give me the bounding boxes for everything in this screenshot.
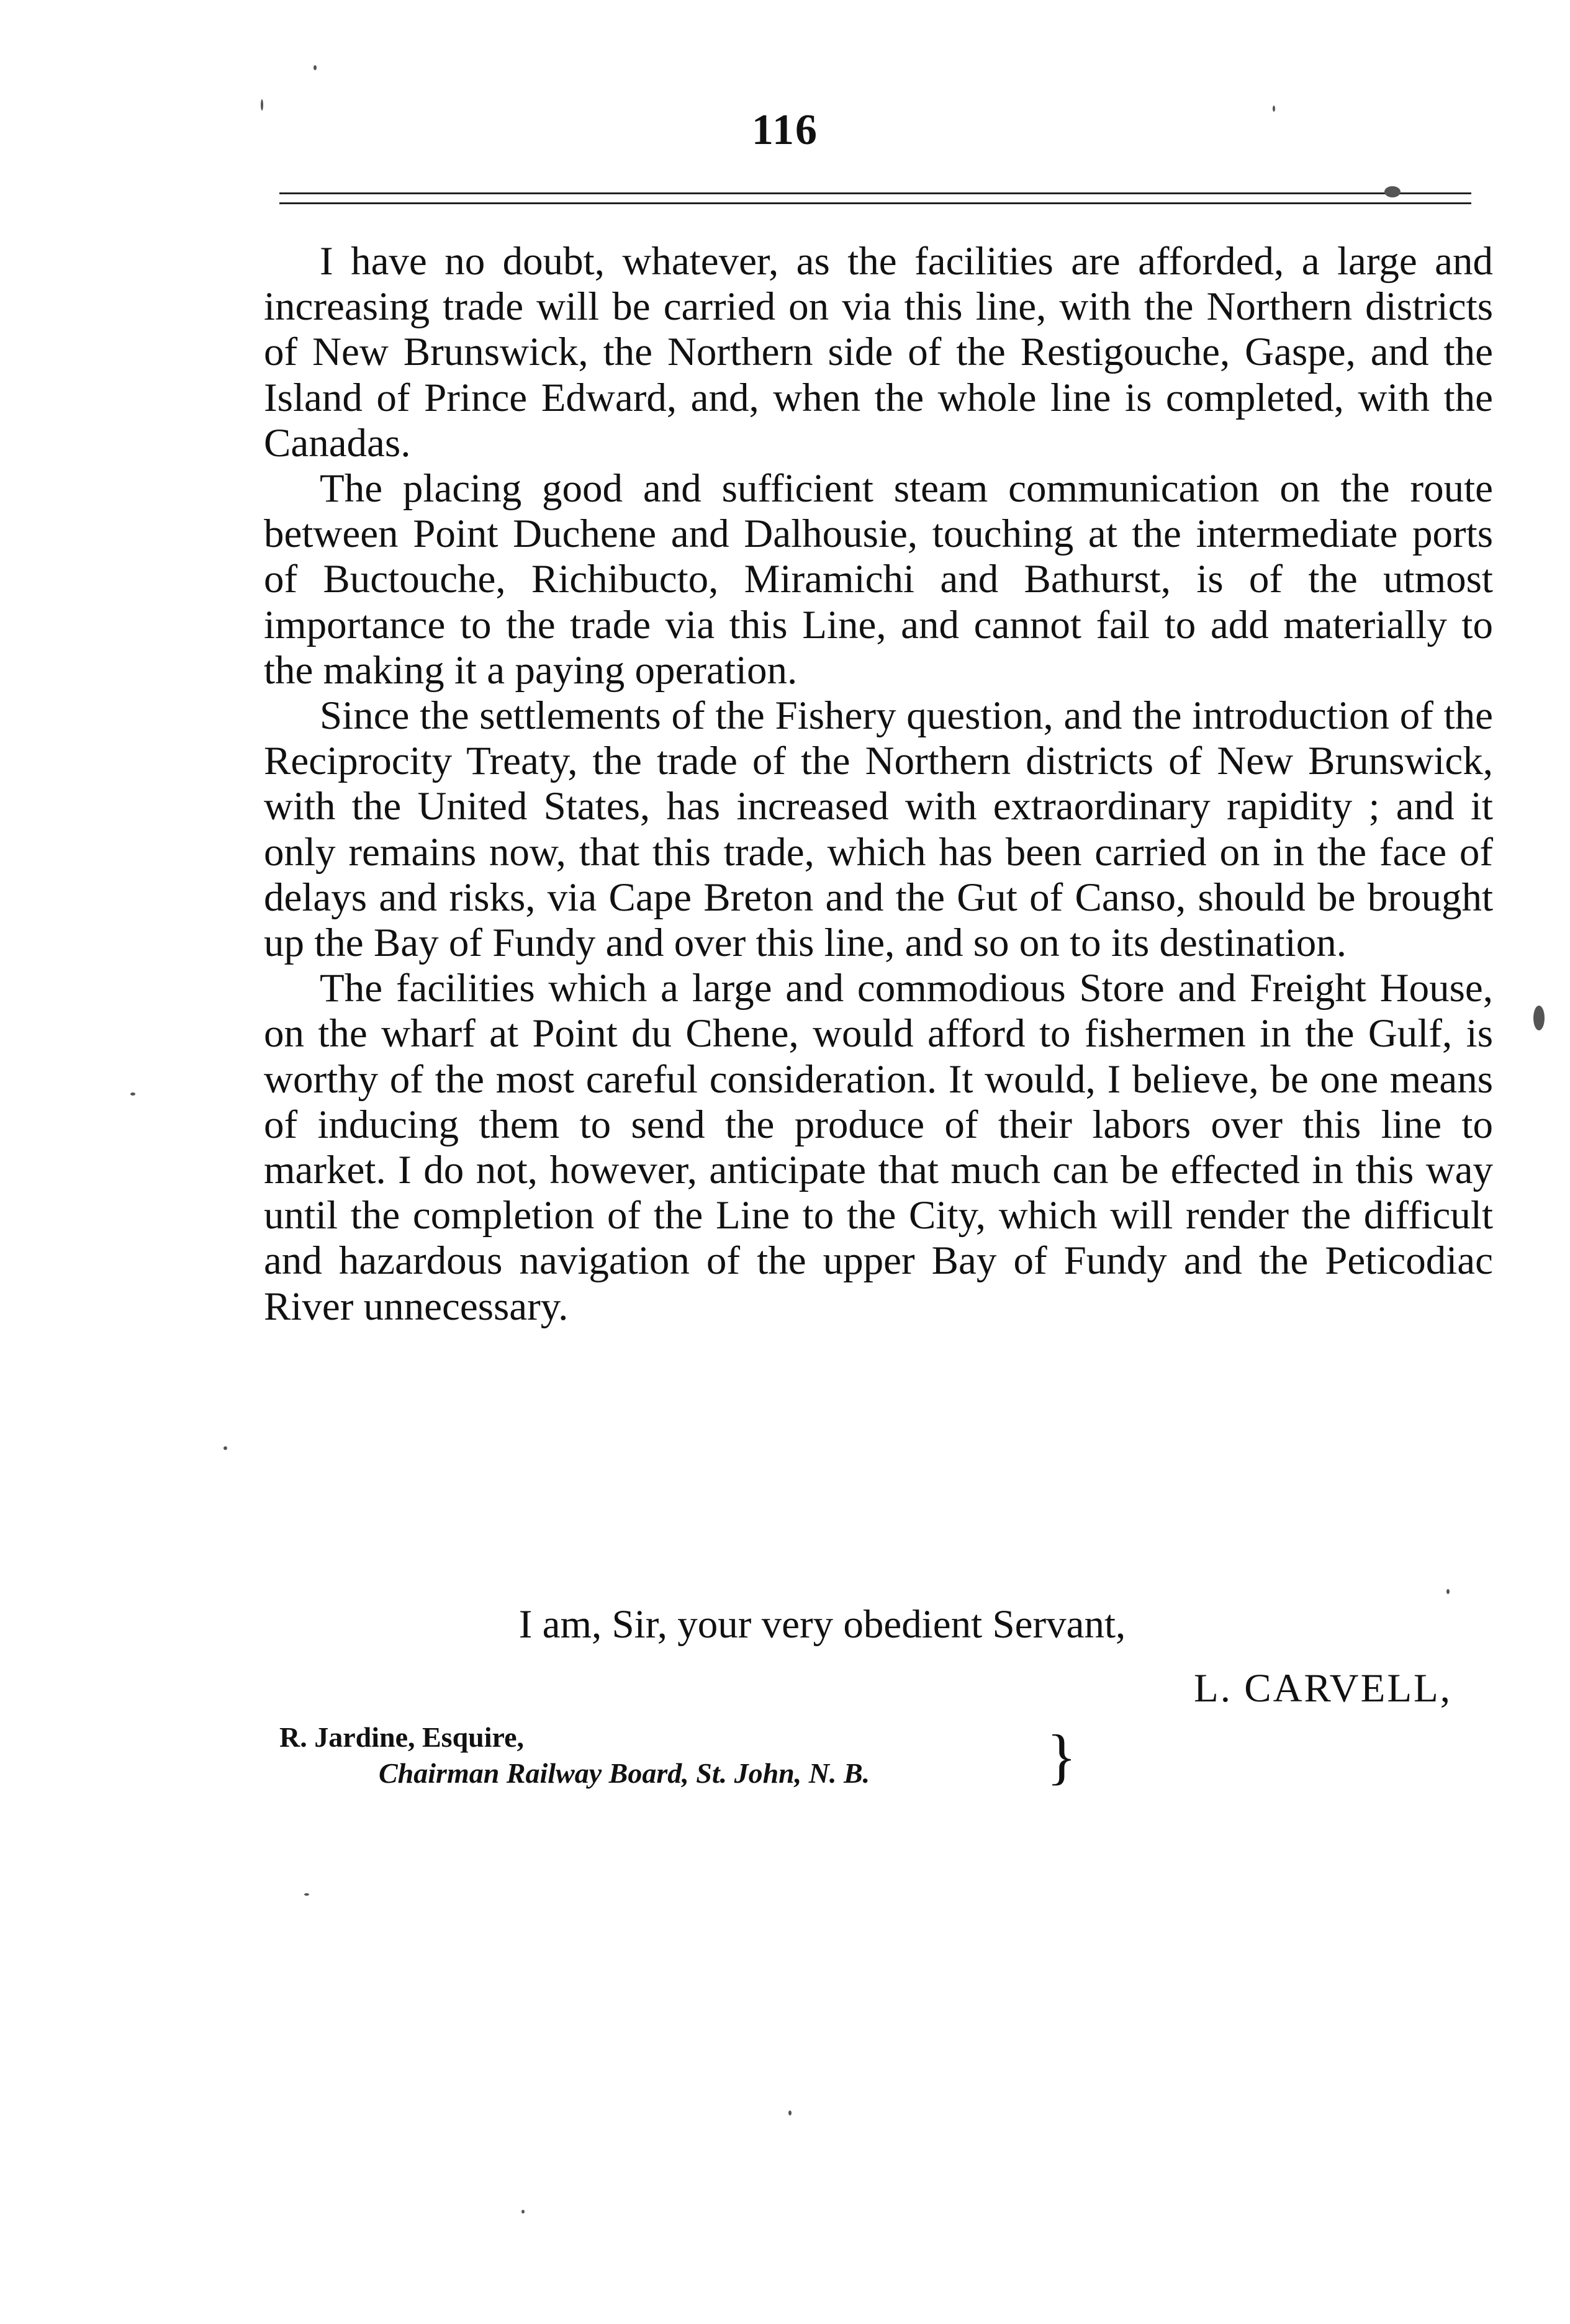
addressee-name: R. Jardine, Esquire, [279, 1721, 525, 1753]
scan-speck [1446, 1589, 1450, 1594]
closing-line: I am, Sir, your very obedient Servant, [518, 1602, 1126, 1647]
scan-speck [261, 99, 263, 110]
header-rule-top [279, 192, 1471, 194]
signature: L. CARVELL, [1194, 1666, 1452, 1711]
addressee-block [279, 1719, 870, 1791]
scan-speck [521, 2210, 525, 2214]
paragraph-1: I have no doubt, whatever, as the facilities are afforded, a large and increasing trade will be carried on via this line, with the Northern districts of New Brunswick, the Northern side of the Restigouche, Gaspe, and the Island of Prince Edward, and, when the whole line is completed, with the Canadas. [264, 239, 1493, 466]
scan-speck [1533, 1006, 1545, 1030]
addressee-brace: } [1047, 1722, 1076, 1791]
scan-speck [130, 1092, 135, 1096]
letter-body [264, 239, 1493, 1330]
scan-speck [1384, 186, 1401, 197]
scan-speck [304, 1893, 309, 1896]
page-number: 116 [751, 106, 819, 154]
paragraph-2: The placing good and sufficient steam communication on the route between Point Duchene and Dalhousie, touching at the intermediate ports of Buctouche, Richibucto, Miramichi and Bathurst, is of the utmost importance to the trade via this Line, and cannot fail to add materially to the making it a paying operation. [264, 466, 1493, 693]
scan-speck [1273, 106, 1275, 112]
scan-speck [314, 65, 317, 70]
scan-speck [788, 2110, 792, 2115]
header-rule-bottom [279, 202, 1471, 204]
paragraph-3: Since the settlements of the Fishery question, and the introduction of the Reciprocity Treaty, the trade of the Northern districts of New Brunswick, with the United States, has increased with extraordinary rapidity ; and it only remains now, that this trade, which has been carried on in the face of delays and risks, via Cape Breton and the Gut of Canso, should be brought up the Bay of Fundy and over this line, and so on to its destination. [264, 693, 1493, 966]
paragraph-4: The facilities which a large and commodious Store and Freight House, on the wharf at Point du Chene, would afford to fishermen in the Gulf, is worthy of the most careful consideration. It would, I believe, be one means of inducing them to send the produce of their labors over this line to market. I do not, however, anticipate that much can be effected in this way until the completion of the Line to the City, which will render the difficult and hazardous navigation of the upper Bay of Fundy and the Peticodiac River unnecessary. [264, 966, 1493, 1329]
addressee-title: Chairman Railway Board, St. John, N. B. [379, 1757, 870, 1789]
scan-speck [223, 1446, 227, 1450]
